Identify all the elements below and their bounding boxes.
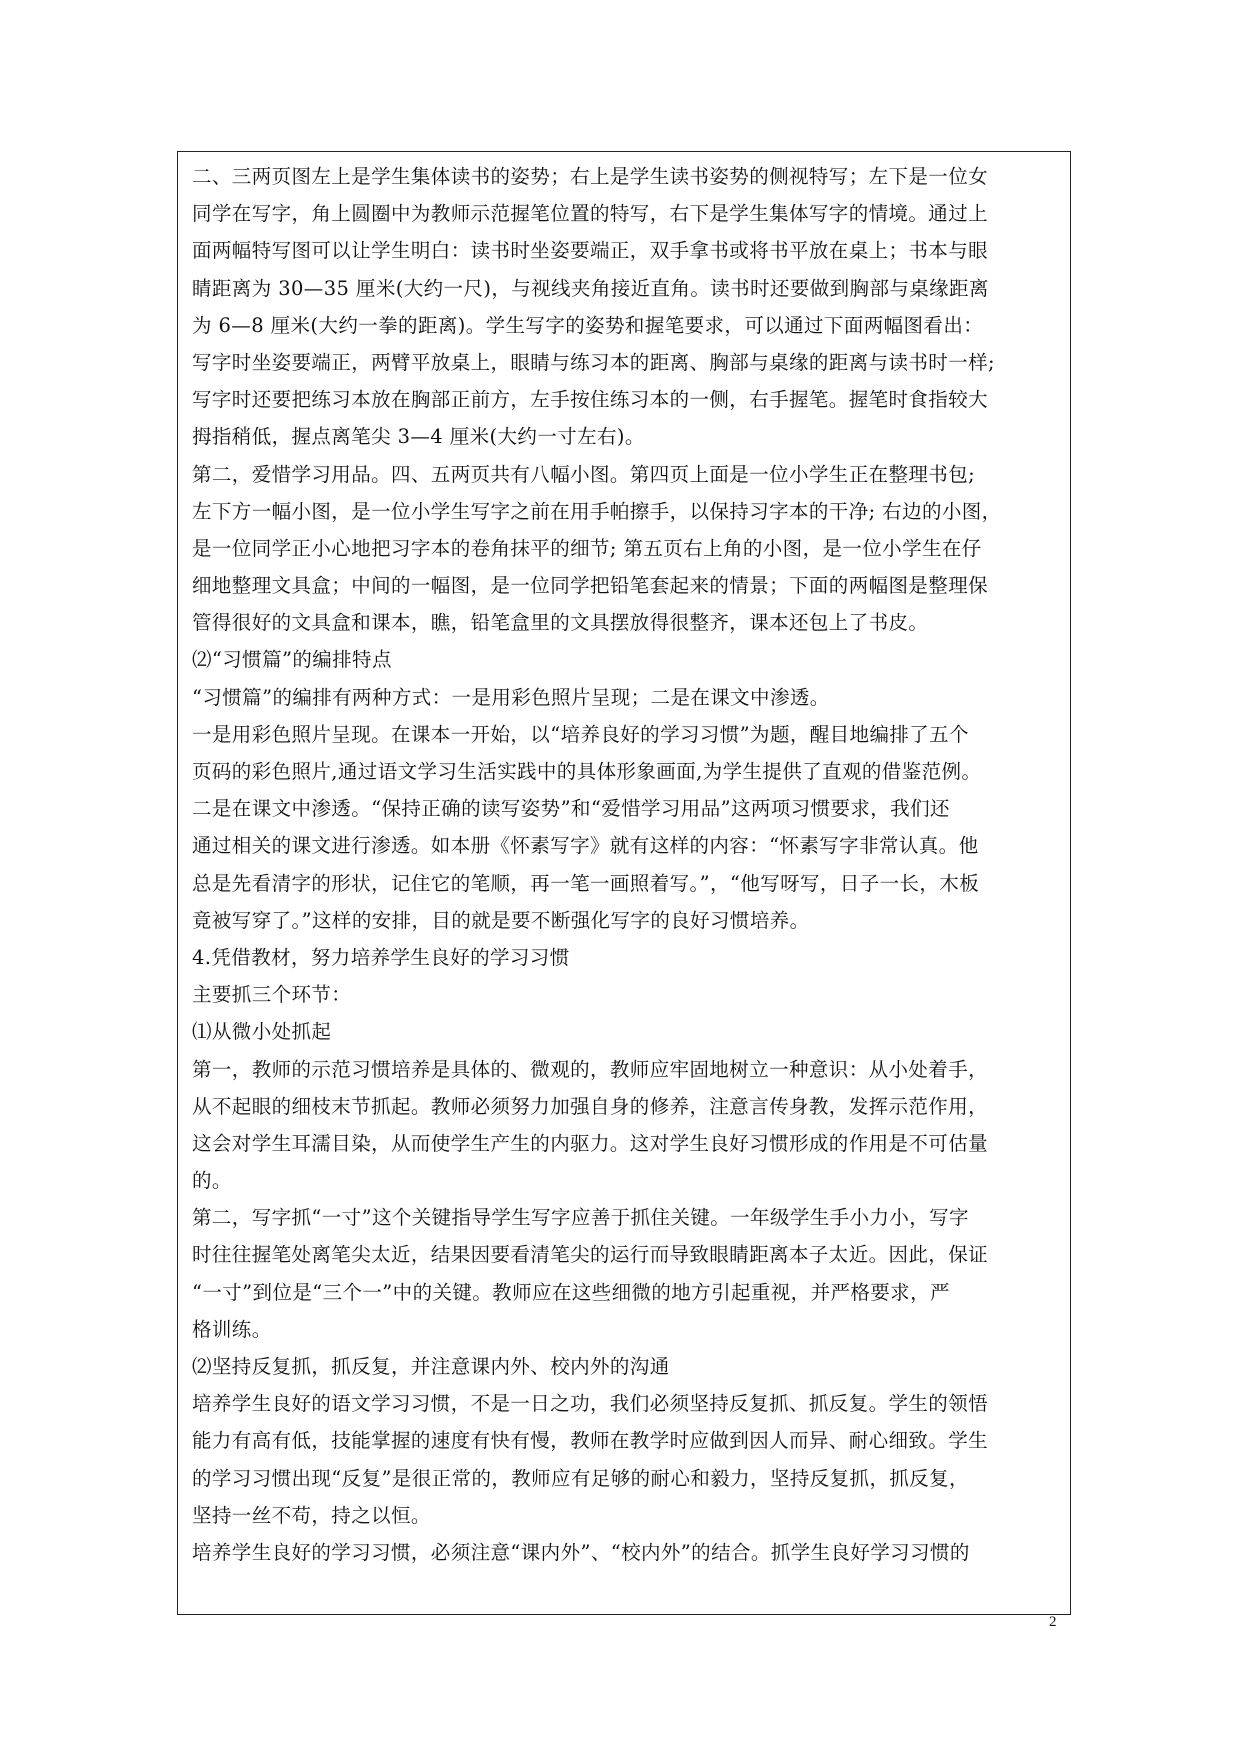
- text-line: 一是用彩色照片呈现。在课本一开始，以“培养良好的学习习惯”为题，醒目地编排了五个: [192, 722, 969, 746]
- text-line: 面两幅特写图可以让学生明白：读书时坐姿要端正，双手拿书或将书平放在桌上；书本与眼: [192, 239, 989, 263]
- text-line: 写字时还要把练习本放在胸部正前方，左手按住练习本的一侧，右手握笔。握笔时食指较大: [192, 388, 989, 412]
- text-line: 培养学生良好的语文学习习惯，不是一日之功，我们必须坚持反复抓、抓反复。学生的领悟: [192, 1392, 989, 1416]
- text-line: 拇指稍低，握点离笔尖 3—4 厘米(大约一寸左右)。: [192, 425, 645, 449]
- text-line: 左下方一幅小图，是一位小学生写字之前在用手帕擦手，以保持习字本的干净; 右边的小图，: [192, 499, 1002, 523]
- text-line: 这会对学生耳濡目染，从而使学生产生的内驱力。这对学生良好习惯形成的作用是不可估量: [192, 1131, 989, 1155]
- section-heading: 4.凭借教材，努力培养学生良好的学习习惯: [192, 945, 570, 969]
- text-line: 第二，爱惜学习用品。四、五两页共有八幅小图。第四页上面是一位小学生正在整理书包;: [192, 462, 976, 486]
- text-line: 从不起眼的细枝末节抓起。教师必须努力加强自身的修养，注意言传身教，发挥示范作用，: [192, 1094, 989, 1118]
- text-line: 写字时坐姿要端正，两臂平放桌上，眼睛与练习本的距离、胸部与桌缘的距离与读书时一样;: [192, 350, 995, 374]
- text-line: 页码的彩色照片,通过语文学习生活实践中的具体形象画面,为学生提供了直观的借鉴范例。: [192, 760, 982, 783]
- text-line: 管得很好的文具盒和课本，瞧，铅笔盒里的文具摆放得很整齐，课本还包上了书皮。: [192, 611, 929, 635]
- section-heading: ⑵“习惯篇”的编排特点: [192, 648, 392, 672]
- page-number: 2: [1049, 1614, 1057, 1630]
- text-line: 是一位同学正小心地把习字本的卷角抹平的细节; 第五页右上角的小图，是一位小学生在仔: [192, 536, 982, 560]
- text-line: 第二，写字抓“一寸”这个关键指导学生写字应善于抓住关键。一年级学生手小力小，写字: [192, 1206, 969, 1230]
- text-line: 第一，教师的示范习惯培养是具体的、微观的，教师应牢固地树立一种意识：从小处着手，: [192, 1057, 989, 1081]
- text-line: 二、三两页图左上是学生集体读书的姿势；右上是学生读书姿势的侧视特写；左下是一位女: [192, 165, 989, 188]
- section-heading: ⑵坚持反复抓，抓反复，并注意课内外、校内外的沟通: [192, 1355, 670, 1378]
- text-line: 坚持一丝不苟，持之以恒。: [192, 1503, 431, 1527]
- section-heading: ⑴从微小处抓起: [192, 1020, 332, 1044]
- text-line: 为 6—8 厘米(大约一拳的距离)。学生写字的姿势和握笔要求，可以通过下面两幅图看出：: [192, 313, 984, 337]
- text-line: 格训练。: [192, 1317, 272, 1341]
- text-line: 通过相关的课文进行渗透。如本册《怀素写字》就有这样的内容：“怀素写字非常认真。他: [192, 834, 979, 858]
- text-line: 总是先看清字的形状，记住它的笔顺，再一笔一画照着写。”，“他写呀写，日子一长，木板: [192, 871, 980, 895]
- text-line: 主要抓三个环节：: [192, 983, 352, 1007]
- content-box: [177, 151, 1071, 1615]
- text-line: 二是在课文中渗透。“保持正确的读写姿势”和“爱惜学习用品”这两项习惯要求，我们还: [192, 797, 950, 821]
- text-line: 竟被写穿了。”这样的安排，目的就是要不断强化写字的良好习惯培养。: [192, 908, 810, 932]
- text-line: “习惯篇”的编排有两种方式：一是用彩色照片呈现；二是在课文中渗透。: [192, 685, 830, 709]
- text-line: 睛距离为 30—35 厘米(大约一尺)，与视线夹角接近直角。读书时还要做到胸部与桌缘距离: [192, 276, 989, 300]
- text-line: 细地整理文具盒；中间的一幅图，是一位同学把铅笔套起来的情景；下面的两幅图是整理保: [192, 574, 989, 598]
- text-line: 培养学生良好的学习习惯，必须注意“课内外”、“校内外”的结合。抓学生良好学习习惯的: [192, 1540, 970, 1564]
- text-line: 的学习习惯出现“反复”是很正常的，教师应有足够的耐心和毅力，坚持反复抓，抓反复，: [192, 1466, 969, 1490]
- text-line: 同学在写字，角上圆圈中为教师示范握笔位置的特写，右下是学生集体写字的情境。通过上: [192, 202, 989, 226]
- text-line: “一寸”到位是“三个一”中的关键。教师应在这些细微的地方引起重视，并严格要求，严: [192, 1280, 950, 1304]
- text-line: 时往往握笔处离笔尖太近，结果因要看清笔尖的运行而导致眼睛距离本子太近。因此，保证: [192, 1243, 989, 1267]
- text-line: 能力有高有低，技能掌握的速度有快有慢，教师在教学时应做到因人而异、耐心细致。学生: [192, 1429, 989, 1453]
- text-line: 的。: [192, 1169, 232, 1193]
